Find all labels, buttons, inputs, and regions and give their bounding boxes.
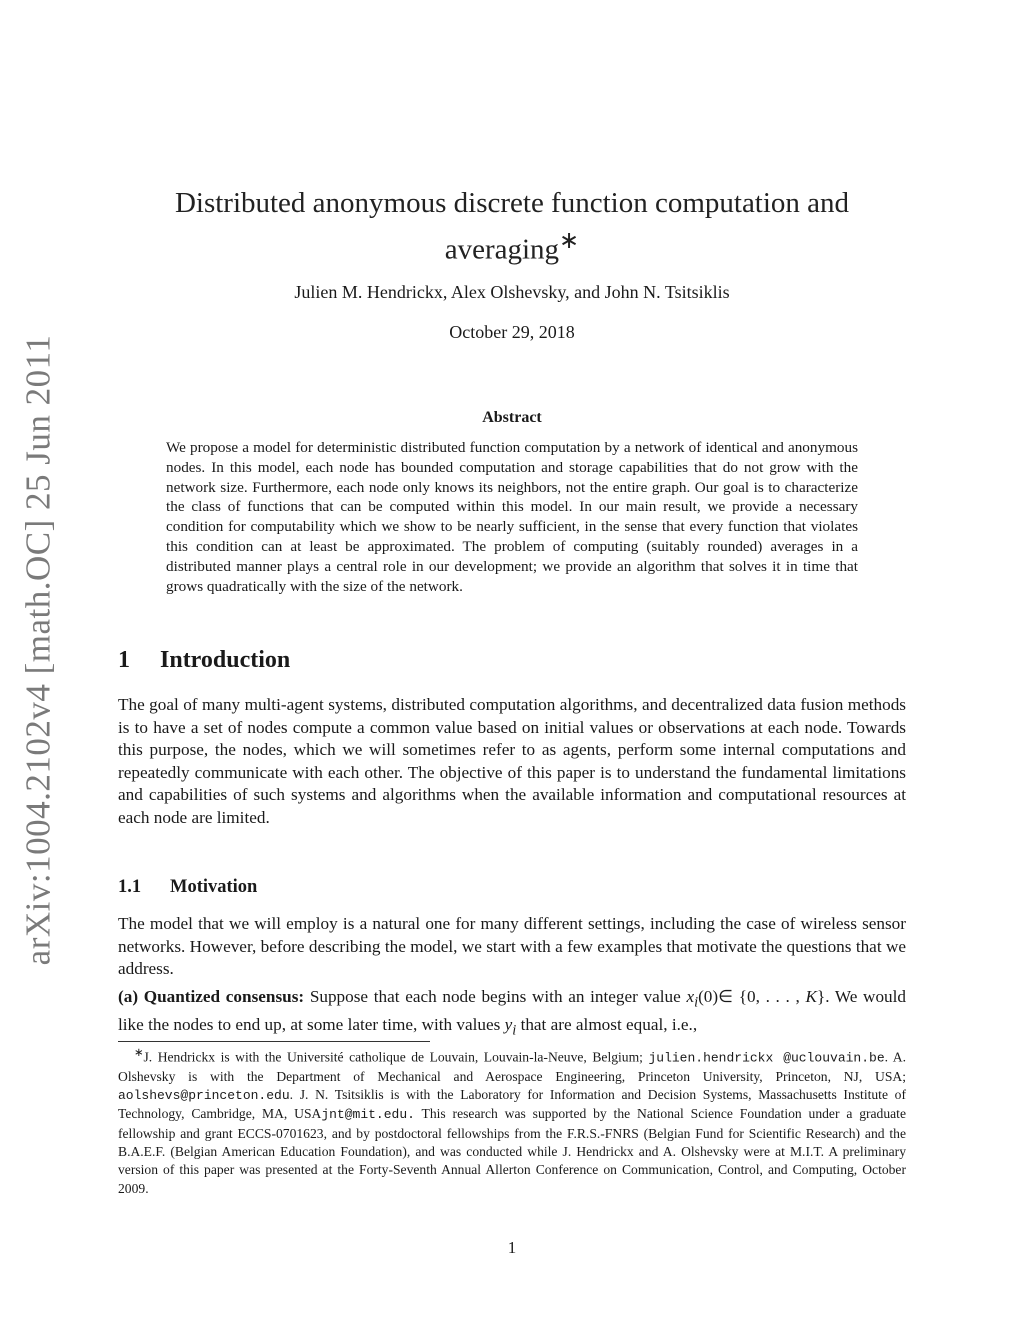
item-text-c: that are almost equal, i.e., [520, 1015, 698, 1035]
motivation-paragraph: The model that we will employ is a natural one for many different settings, including the case of wireless sensor networks. However, before describing the model, we start with a few examples that motivate the questions that we address. [118, 914, 906, 979]
abstract-heading: Abstract [482, 409, 542, 426]
footnote-text-c: . J. N. Tsitsiklis is with the Laboratory for Information and Decision Systems, Massachusetts Institute of Technology, Cambridge, MA, USA [118, 1087, 906, 1122]
author-footnote [118, 1044, 906, 1198]
arxiv-identifier: arXiv:1004.2102v4 [math.OC] 25 Jun 2011 [18, 334, 57, 966]
item-text-b: We would like the nodes to end up, at some later time, with values [118, 987, 906, 1035]
abstract-text: We propose a model for deterministic distributed function computation by a network of identical and anonymous nodes. In this model, each node has bounded computation and storage capabilities that do not grow with the network size. Furthermore, each node only knows its neighbors, not the entire graph. Our goal is to characterize the class of functions that can be computed within this model. In our main result, we provide a necessary condition for computability which we show to be nearly sufficient, in the sense that every function that violates this condition can at least be approximated. The problem of computing (suitably rounded) averages in a distributed manner plays a central role in our development; we provide an algorithm that solves it in time that grows quadratically with the size of the network. [166, 439, 858, 595]
math-y: y [504, 1015, 513, 1035]
email-olshevsky[interactable]: aolshevs@princeton.edu [118, 1088, 290, 1104]
page-number: 1 [507, 1238, 517, 1257]
title-line-1: Distributed anonymous discrete function computation and [174, 187, 850, 219]
item-text-a: Suppose that each node begins with an integer value [309, 987, 681, 1006]
paper-title [118, 184, 906, 269]
section-title: Introduction [160, 647, 291, 673]
paper-date: October 29, 2018 [449, 322, 575, 342]
math-set: (0)∈ {0, . . . , [698, 987, 806, 1006]
math-x: x [686, 987, 695, 1006]
title-footnote-mark: ∗ [559, 227, 580, 254]
author-list: Julien M. Hendrickx, Alex Olshevsky, and John N. Tsitsiklis [294, 282, 730, 302]
email-hendrickx[interactable]: julien.hendrickx @uclouvain.be [648, 1050, 885, 1066]
footnote-rule [118, 1041, 430, 1042]
title-line-2: averaging [444, 233, 560, 266]
math-K: K [805, 987, 817, 1006]
footnote-text-b: . A. Olshevsky is with the Department of Mechanical and Aerospace Engineering, Princeton University, Princeton, NJ, USA; [118, 1049, 907, 1084]
footnote-text-a: J. Hendrickx is with the Université catholique de Louvain, Louvain-la-Neuve, Belgium; [143, 1049, 649, 1065]
math-sub-i-2: i [512, 1022, 517, 1039]
subsection-title: Motivation [170, 877, 258, 897]
quantized-consensus-paragraph [118, 986, 906, 1042]
introduction-paragraph: The goal of many multi-agent systems, distributed computation algorithms, and decentralized data fusion methods is to have a set of nodes compute a common value based on initial values or observations at each node. Towards this purpose, the nodes, which we will sometimes refer to as agents, perform some internal computations and repeatedly communicate with each other. The objective of this paper is to understand the fundamental limitations and capabilities of such systems and algorithms when the available information and computational resources at each node are limited. [118, 695, 906, 827]
section-number: 1 [118, 647, 130, 673]
section-heading-introduction [118, 647, 290, 674]
item-label: (a) Quantized consensus: [118, 987, 305, 1006]
footnote-text-d: This research was supported by the National Science Foundation under a graduate fellowship and grant ECCS-0701623, and by postdoctoral fellowships from the F.R.S.-FNRS (Belgian Fund for Scientific Research) and the B.A.E.F. (Belgian American Education Foundation), and was conducted while J. Hendrickx and A. Olshevsky were at M.I.T. A preliminary version of this paper was presented at the Forty-Seventh Annual Allerton Conference on Communication, Control, and Computing, October 2009. [118, 1106, 906, 1196]
subsection-number: 1.1 [118, 877, 142, 897]
arxiv-sidebar [8, 330, 68, 970]
math-sub-i: i [694, 994, 699, 1011]
subsection-heading-motivation [118, 877, 257, 898]
math-close: }. [816, 987, 830, 1006]
email-tsitsiklis[interactable]: jnt@mit.edu. [321, 1107, 415, 1123]
footnote-mark: ∗ [134, 1047, 144, 1059]
